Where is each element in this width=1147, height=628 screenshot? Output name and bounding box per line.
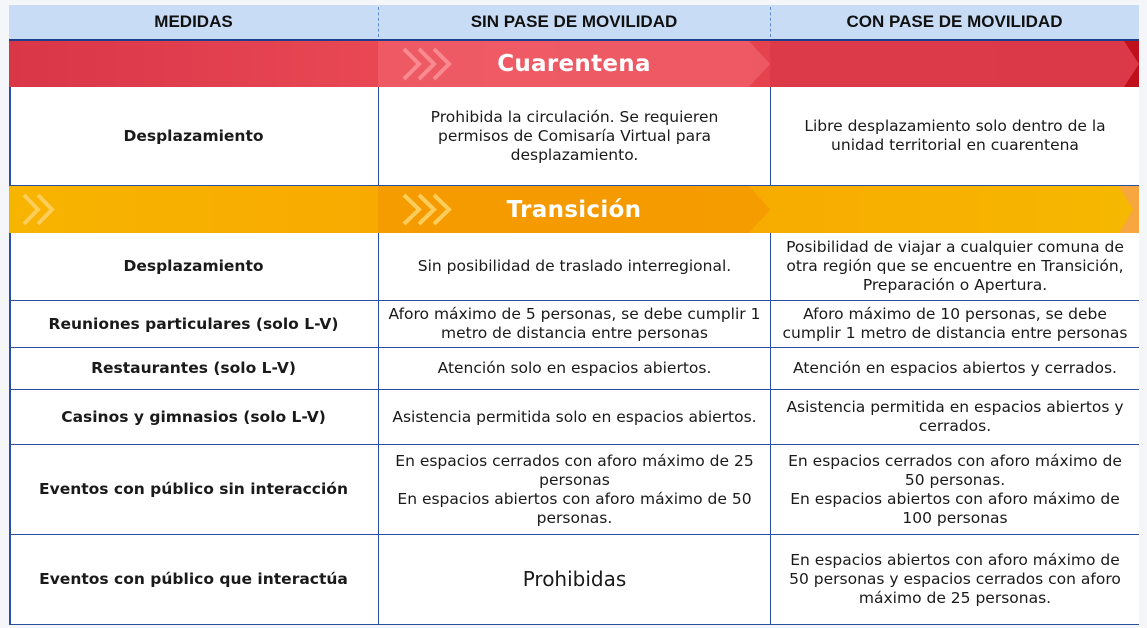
sin-pase-cell (378, 445, 770, 534)
cell-line: desplazamiento. (510, 145, 639, 164)
table-row (9, 348, 1139, 390)
cell-line: Aforo máximo de 10 personas, se debe (803, 305, 1107, 323)
header-medidas: MEDIDAS (154, 12, 233, 31)
cell-line: Posibilidad de viajar a cualquier comuna de (786, 238, 1124, 256)
cell-line: Asistencia permitida solo en espacios abiertos. (392, 407, 757, 426)
table-border (9, 233, 11, 624)
cell-line: 50 personas y espacios cerrados con aforo (789, 570, 1121, 588)
cell-line: 50 personas. (904, 470, 1006, 489)
table-row (9, 390, 1139, 445)
cell-line: Asistencia permitida en espacios abiertos y (786, 398, 1124, 416)
cell-line: Prohibidas (522, 567, 627, 591)
medida-cell: Eventos con público que interactúa (39, 570, 348, 588)
cell-line: otra región que se encuentre en Transición, (786, 257, 1124, 275)
table-row (9, 535, 1139, 625)
cell-line: personas. (536, 508, 613, 527)
sin-pase-cell (378, 233, 770, 300)
medida-cell: Desplazamiento (123, 126, 264, 145)
cell-line: Atención solo en espacios abiertos. (437, 359, 712, 377)
header-sin-pase: SIN PASE DE MOVILIDAD (470, 12, 678, 31)
medida-cell: Casinos y gimnasios (solo L-V) (61, 407, 326, 426)
table-border (9, 87, 11, 185)
cell-line: unidad territorial en cuarentena (831, 136, 1079, 154)
cell-line: metro de distancia entre personas (441, 324, 708, 342)
medida-cell: Reuniones particulares (solo L-V) (48, 314, 339, 333)
cell-line: permisos de Comisaría Virtual para (438, 126, 711, 145)
cell-line: En espacios cerrados con aforo máximo de (788, 451, 1122, 470)
con-pase-cell (770, 348, 1139, 389)
table-row (9, 87, 1139, 186)
cell-line: En espacios abiertos con aforo máximo de 50 (397, 489, 752, 508)
con-pase-cell (770, 390, 1139, 444)
medida-cell: Eventos con público sin interacción (39, 480, 348, 498)
table-header (9, 5, 1139, 41)
table-row (9, 233, 1139, 301)
sin-pase-cell (378, 390, 770, 444)
con-pase-cell (770, 301, 1139, 347)
section-band-transicion (9, 186, 1139, 233)
cell-line: Atención en espacios abiertos y cerrados. (793, 359, 1117, 377)
medida-cell: Restaurantes (solo L-V) (91, 359, 296, 377)
sin-pase-cell (378, 87, 770, 185)
con-pase-cell (770, 233, 1139, 300)
table-row (9, 445, 1139, 535)
measures-table (9, 5, 1139, 623)
con-pase-cell (770, 445, 1139, 534)
cell-line: En espacios abiertos con aforo máximo de (790, 551, 1120, 569)
cell-line: máximo de 25 personas. (858, 589, 1052, 607)
sin-pase-cell (378, 348, 770, 389)
cell-line: cerrados. (918, 417, 992, 435)
medida-cell: Desplazamiento (123, 257, 264, 275)
section-title-cuarentena: Cuarentena (497, 51, 651, 77)
header-con-pase: CON PASE DE MOVILIDAD (846, 12, 1063, 31)
con-pase-cell (770, 87, 1139, 185)
table-row (9, 301, 1139, 348)
cell-line: cumplir 1 metro de distancia entre personas (782, 324, 1128, 342)
cell-line: 100 personas (902, 508, 1008, 527)
cell-line: Libre desplazamiento solo dentro de la (804, 117, 1106, 135)
cell-line: En espacios cerrados con aforo máximo de 25 (395, 451, 754, 470)
cell-line: En espacios abiertos con aforo máximo de (790, 489, 1120, 508)
section-title-transicion: Transición (506, 196, 642, 223)
sin-pase-cell (378, 301, 770, 347)
cell-line: Aforo máximo de 5 personas, se debe cumplir 1 (388, 305, 761, 323)
cell-line: Preparación o Apertura. (862, 276, 1048, 294)
cell-line: Prohibida la circulación. Se requieren (430, 107, 719, 126)
cell-line: personas (539, 470, 610, 489)
con-pase-cell (770, 535, 1139, 624)
cell-line: Sin posibilidad de traslado interregional. (417, 257, 732, 275)
sin-pase-cell (378, 535, 770, 624)
section-band-cuarentena (9, 41, 1139, 87)
